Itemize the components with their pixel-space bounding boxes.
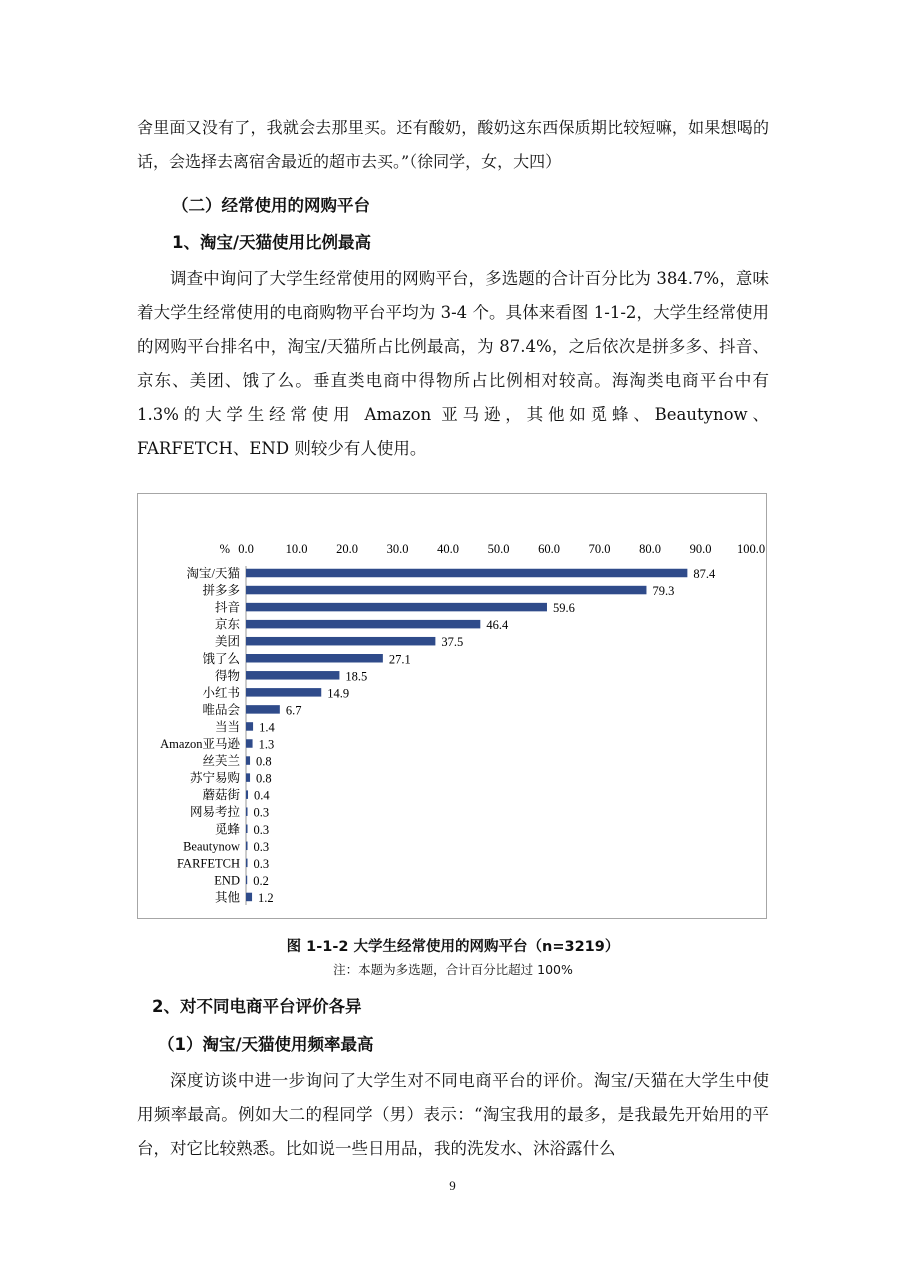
value-label: 37.5 <box>441 635 464 650</box>
x-tick-label: 20.0 <box>336 542 358 556</box>
bar <box>246 756 250 765</box>
bar <box>246 859 248 868</box>
bar <box>246 654 383 663</box>
bar <box>246 671 339 680</box>
bar <box>246 586 646 595</box>
category-label: 淘宝/天猫 <box>186 566 240 581</box>
x-tick-label: 80.0 <box>639 542 661 556</box>
subheading-taobao-share: 1、淘宝/天猫使用比例最高 <box>172 233 372 252</box>
x-tick-label: 60.0 <box>538 542 560 556</box>
subheading-taobao-frequency: （1）淘宝/天猫使用频率最高 <box>158 1035 374 1054</box>
section-heading: （二）经常使用的网购平台 <box>172 196 370 215</box>
bar <box>246 842 248 851</box>
category-label: 饿了么 <box>202 651 240 666</box>
value-label: 1.3 <box>258 737 275 752</box>
value-label: 0.2 <box>253 873 269 888</box>
bar <box>246 825 248 834</box>
bar-chart-frame <box>137 493 767 919</box>
value-label: 0.3 <box>253 822 270 837</box>
x-tick-label: 70.0 <box>588 542 611 556</box>
bar <box>246 893 252 902</box>
x-tick-label: 40.0 <box>437 542 459 556</box>
body-paragraph-2: 深度访谈中进一步询问了大学生对不同电商平台的评价。淘宝/天猫在大学生中使用频率最高。例如大二的程同学（男）表示：“淘宝我用的最多，是我最先开始用的平台，对它比较熟悉。比如说一些日用品，我的洗发水、沐浴露什么 <box>137 1071 769 1158</box>
bar <box>246 688 321 697</box>
value-label: 0.8 <box>256 771 272 786</box>
value-label: 0.3 <box>253 839 270 854</box>
x-tick-label: 0.0 <box>238 542 254 556</box>
x-tick-label: 100.0 <box>736 542 766 556</box>
bar <box>246 620 480 629</box>
bar <box>246 739 253 748</box>
value-label: 46.4 <box>486 618 509 633</box>
category-label: Beautynow <box>183 839 240 854</box>
bar <box>246 705 280 714</box>
value-label: 1.4 <box>259 720 275 735</box>
category-label: 网易考拉 <box>189 805 240 820</box>
value-label: 1.2 <box>258 890 274 905</box>
bar <box>246 603 547 612</box>
bar <box>246 722 253 731</box>
value-label: 6.7 <box>285 703 302 718</box>
category-label: 蘑菇街 <box>202 788 240 803</box>
value-label: 59.6 <box>552 601 575 616</box>
value-label: 27.1 <box>388 652 411 667</box>
category-label: 抖音 <box>214 600 240 615</box>
subheading-platform-evaluation: 2、对不同电商平台评价各异 <box>152 997 362 1016</box>
bar <box>246 773 250 782</box>
value-label: 0.4 <box>254 788 270 803</box>
x-tick-label: 30.0 <box>386 542 409 556</box>
category-label: 丝芙兰 <box>202 754 240 769</box>
category-label: FARFETCH <box>177 856 240 871</box>
x-tick-label: 90.0 <box>689 542 712 556</box>
value-label: 87.4 <box>693 567 716 581</box>
category-label: Amazon亚马逊 <box>160 737 240 751</box>
page-number: 9 <box>449 1178 456 1193</box>
category-label: 其他 <box>214 890 240 905</box>
category-label: END <box>214 873 240 888</box>
value-label: 0.3 <box>253 805 270 820</box>
value-label: 18.5 <box>345 669 368 684</box>
category-label: 拼多多 <box>202 583 240 598</box>
category-label: 苏宁易购 <box>189 771 240 786</box>
category-label: 当当 <box>214 719 240 734</box>
bar <box>246 569 687 578</box>
category-label: 京东 <box>214 617 240 632</box>
bar <box>246 807 248 816</box>
bar <box>246 876 247 885</box>
quote-paragraph: 舍里面又没有了，我就会去那里买。还有酸奶，酸奶这东西保质期比较短嘛，如果想喝的话，会选择去离宿舍最近的超市去买。”（徐同学，女，大四） <box>137 118 769 171</box>
bar <box>246 790 248 799</box>
value-label: 0.3 <box>253 856 270 871</box>
axis-unit-label: % <box>219 542 230 556</box>
bar <box>246 637 435 646</box>
category-label: 美团 <box>214 634 240 649</box>
x-tick-label: 10.0 <box>285 542 308 556</box>
category-label: 得物 <box>214 668 240 683</box>
figure-caption: 图 1-1-2 大学生经常使用的网购平台（n=3219） <box>286 939 620 955</box>
category-label: 小红书 <box>202 685 240 700</box>
value-label: 79.3 <box>652 584 675 599</box>
body-paragraph-1: 调查中询问了大学生经常使用的网购平台，多选题的合计百分比为 384.7%，意味着大学生经常使用的电商购物平台平均为 3-4 个。具体来看图 1-1-2，大学生经常使用的网购平台排名中，淘宝/天猫所占比例最高，为 87.4%，之后依次是拼多多、抖音、京东、美团、饿了么。垂直类电商中得物所占比例相对较高。海淘类电商平台中有 1.3%的大学生经常使用 Amazon 亚马逊，其他如觅蜂、Beautynow、FARFETCH、END 则较少有人使用。 <box>137 269 769 458</box>
value-label: 14.9 <box>327 686 350 701</box>
value-label: 0.8 <box>256 754 272 769</box>
category-label: 觅蜂 <box>214 822 240 837</box>
figure-note: 注：本题为多选题，合计百分比超过 100% <box>333 962 573 977</box>
bar-chart <box>138 494 768 920</box>
category-label: 唯品会 <box>202 702 240 717</box>
x-tick-label: 50.0 <box>487 542 510 556</box>
